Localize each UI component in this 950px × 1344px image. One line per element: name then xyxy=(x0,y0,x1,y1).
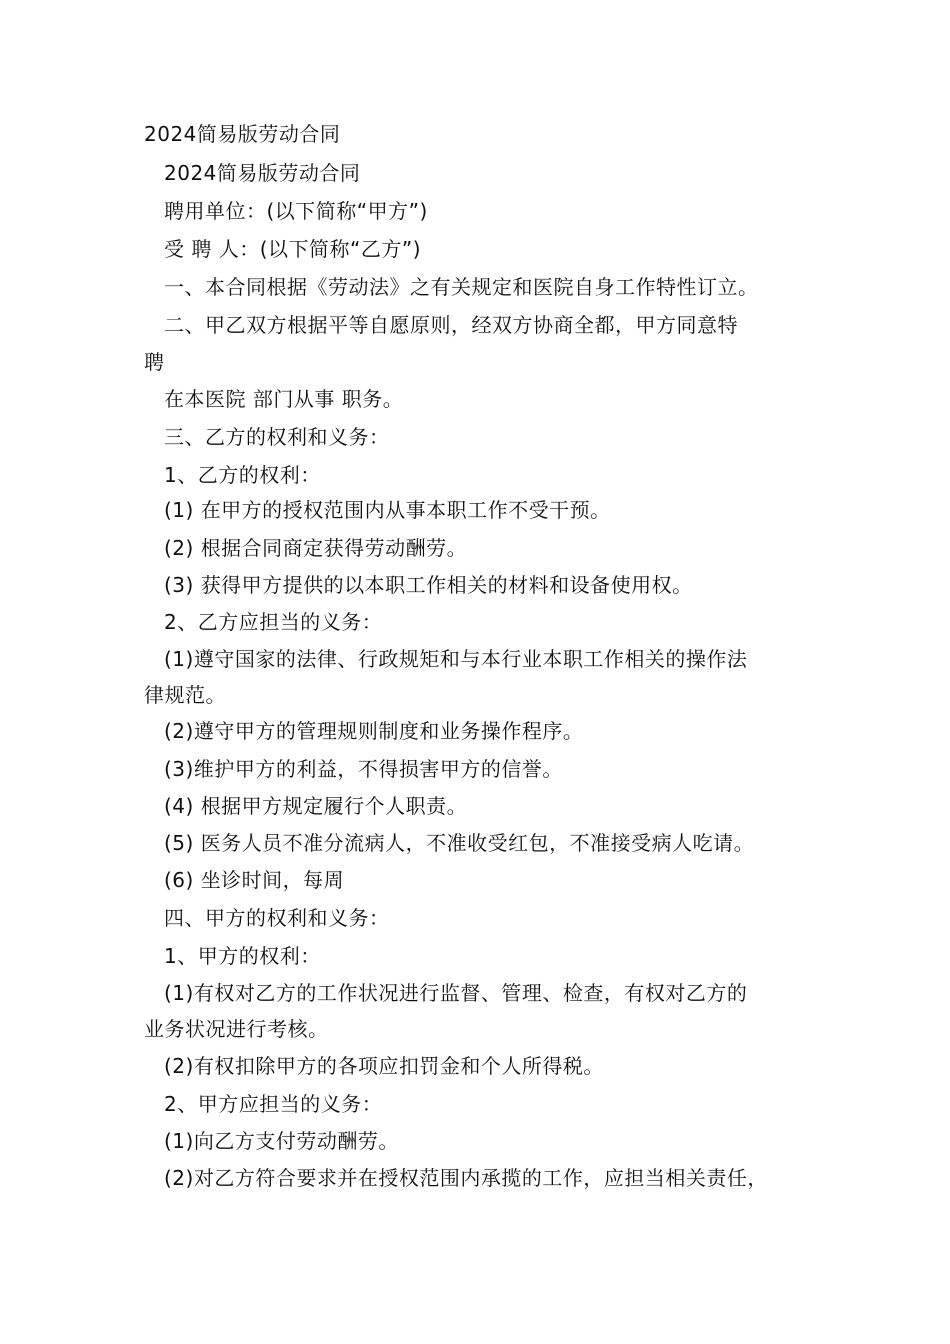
list-item: (5) 医务人员不准分流病人，不准收受红包，不准接受病人吃请。 xyxy=(164,831,755,855)
list-item: (1)遵守国家的法律、行政规矩和与本行业本职工作相关的操作法 xyxy=(164,647,748,671)
paragraph-line: 二、甲乙双方根据平等自愿原则，经双方协商全都，甲方同意特 xyxy=(164,313,738,337)
list-item: (3)维护甲方的利益，不得损害甲方的信誉。 xyxy=(164,757,563,781)
section-heading: 四、甲方的权利和义务： xyxy=(164,906,390,930)
subsection-heading: 2、甲方应担当的义务： xyxy=(164,1092,383,1116)
list-item: (1)有权对乙方的工作状况进行监督、管理、检查，有权对乙方的 xyxy=(164,981,748,1005)
paragraph-line: 聘用单位：(以下简称“甲方”) xyxy=(164,199,428,223)
list-item: (1) 在甲方的授权范围内从事本职工作不受干预。 xyxy=(164,498,611,522)
list-item-continuation: 业务状况进行考核。 xyxy=(144,1017,329,1041)
subsection-heading: 2、乙方应担当的义务： xyxy=(164,610,383,634)
list-item: (2)遵守甲方的管理规则制度和业务操作程序。 xyxy=(164,719,584,743)
list-item: (6) 坐诊时间，每周 xyxy=(164,868,345,892)
subsection-heading: 1、乙方的权利： xyxy=(164,463,321,487)
paragraph-line: 在本医院 部门从事 职务。 xyxy=(164,387,404,411)
section-heading: 三、乙方的权利和义务： xyxy=(164,425,390,449)
document-heading: 2024简易版劳动合同 xyxy=(144,122,341,146)
list-item: (2)对乙方符合要求并在授权范围内承揽的工作，应担当相关责任， xyxy=(164,1166,768,1190)
list-item: (2) 根据合同商定获得劳动酬劳。 xyxy=(164,536,468,560)
list-item: (2)有权扣除甲方的各项应扣罚金和个人所得税。 xyxy=(164,1054,604,1078)
list-item-continuation: 律规范。 xyxy=(144,683,226,707)
paragraph-line: 2024简易版劳动合同 xyxy=(164,161,361,185)
paragraph-line: 一、本合同根据《劳动法》之有关规定和医院自身工作特性订立。 xyxy=(164,275,759,299)
subsection-heading: 1、甲方的权利： xyxy=(164,944,321,968)
paragraph-line: 聘 xyxy=(144,350,165,374)
list-item: (3) 获得甲方提供的以本职工作相关的材料和设备使用权。 xyxy=(164,573,693,597)
list-item: (4) 根据甲方规定履行个人职责。 xyxy=(164,794,468,818)
paragraph-line: 受 聘 人：(以下简称“乙方”) xyxy=(164,237,422,261)
list-item: (1)向乙方支付劳动酬劳。 xyxy=(164,1129,399,1153)
